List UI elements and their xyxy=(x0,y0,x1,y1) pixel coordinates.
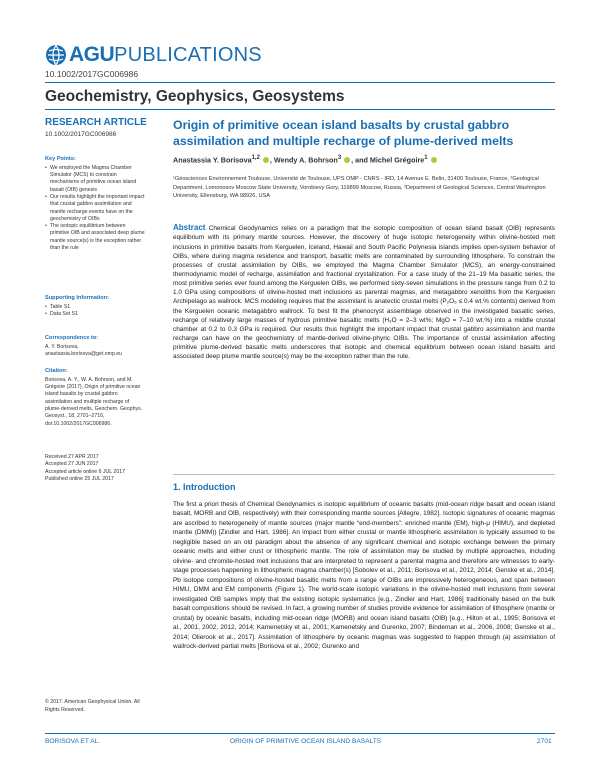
abstract-text: Chemical Geodynamics relies on a paradigm that the isotopic composition of ocean island basalt (OIB) represents equilibrium with its primary mantle sources. However, the discovery of huge isotopic heterogeneity within olivine-hosted melt inclusions in primitive basalts from Kerguelen, Iceland, Hawaii and South Pacific Polynesia islands implies open-system behavior of OIBs, where during magma residence and transport, basaltic melts are contaminated by surrounding lithosphere. To constrain the processes of crustal assimilation by OIBs, we employed the Magma Chamber Simulator (MCS), an energy-constrained thermodynamic model of recharge, assimilation and fractional crystallization. For a case study of the 21–19 Ma basaltic series, the most primitive series ever found among the Kerguelen OIBs, we performed sixty-seven simulations in the pressure range from 0.2 to 1.0 GPa using compositions of olivine-hosted melt inclusions as parental magmas, and metagabbro xenoliths from the Kerguelen Archipelago as wallrock. MCS modeling requires that the assimilant is anatectic crustal melts (P₂O₅ ≤ 0.4 wt.% contents) derived from the Kerguelen oceanic metagabbro wallrock. To best fit the phenocryst assemblage observed in the investigated basaltic series, recharge of relatively large masses of hydrous primitive basaltic melts (H₂O = 2–3 wt%; MgO = 7–10 wt.%) into a middle crustal chamber at 0.2 to 0.3 GPa is required. Our results thus highlight the important impact that crustal gabbro assimilation and mantle recharge can have on the geochemistry of mantle-derived olivine-phyric OIBs. The importance of crustal assimilation affecting primitive plume-derived basaltic melts underscores that isotopic and chemical equilibrium between ocean island basalts and associated deep plume mantle source(s) may be the exception rather than the rule. xyxy=(173,225,555,361)
author-list: Anastassia Y. Borisova$^{1,2}$ , Wendy A. Bohrson$^3$ , and Michel Grégoire$^1$ xyxy=(173,155,553,164)
citation xyxy=(45,368,145,428)
author-affiliation-sup: 1 xyxy=(424,155,428,161)
logo-publications-text: PUBLICATIONS xyxy=(114,43,262,66)
author-affiliation-sup: 3 xyxy=(337,155,342,161)
correspondence-email[interactable]: anastassia.borisova@get.omp.eu xyxy=(45,351,123,358)
page-number: 2701 xyxy=(537,738,552,745)
article-type: RESEARCH ARTICLE xyxy=(45,117,147,128)
orcid-icon[interactable] xyxy=(263,157,269,163)
author-name: Anastassia Y. Borisova xyxy=(173,155,252,165)
correspondence-heading: Correspondence to: xyxy=(45,335,99,341)
citation-heading: Citation: xyxy=(45,368,68,374)
footer-authors: BORISOVA ET AL. xyxy=(45,738,101,745)
article-dates xyxy=(45,454,145,483)
supporting-item[interactable]: • Data Set S1 xyxy=(50,311,145,318)
key-point-item: • Our results highlight the important impact that crustal gabbro assimilation and mantle recharge events have on the geochemistry of OIBs xyxy=(50,194,145,223)
journal-name: Geochemistry, Geophysics, Geosystems xyxy=(45,88,345,105)
author-name: and Michel Grégoire xyxy=(355,155,425,165)
journal-doi: 10.1002/2017GC006986 xyxy=(45,69,139,79)
copyright: © 2017. American Geophysical Union. All Rights Reserved. xyxy=(45,699,140,713)
orcid-icon[interactable] xyxy=(344,157,350,163)
supporting-information xyxy=(45,295,145,318)
citation-text: Borisova, A. Y., W. A. Bohrson, and M. Grégoire (2017), Origin of primitive ocean island basalts by crustal gabbro assimilation and multiple recharge of plume-derived melts, Geochem. Geophys. Geosyst., 18, 2701–2716, doi:10.1002/2017GC006986. xyxy=(45,376,143,427)
intro-text: The first a priori thesis of Chemical Geodynamics is isotopic equilibrium of oceanic basalts (mid-ocean ridge basalt and ocean island basalt, MORB and OIB, respectively) with their corresponding mantle sources [Allegre, 1982]. Isotopic signatures of oceanic magmas are ascribed to heterogeneity of mantle sources (major mantle “end-members”: enriched mantle (EM), high-μ (HIMU), and depleted mantle (DMM)) [Zindler and Hart, 1986]. An impact from either crustal or mantle lithospheric assimilation is typically assumed to be negligible based on an old paradigm about the absence of any significant chemical and isotopic exchange between the primary oceanic melts and either crust or lithospheric mantle. The role of assimilation may be studied by multiple approaches, including olivine- and chromite-hosted melt inclusions that are interpreted to represent a parental magma and therefore are witnesses to early-stage processes happening in lithospheric magma chamber(s) [Sobolev et al., 2011; Borisova et al., 2012, 2014; Genske et al., 2014]. Pb isotope compositions of olivine-hosted basaltic melts from a range of OIBs are impressively heterogeneous, and span between HIMU, DMM and EM components (Figure 1). The world-scale isotopic variations in the olivine-hosted melt inclusions from several investigated OIB samples imply that the existing isotopic systematics [e.g., Zindler and Hart, 1986] traditionally based on the bulk basalt compositions should be revised. In fact, a growing number of studies provide evidence for assimilation of lithosphere (mantle or crustal) by oceanic basalts, including mid-ocean ridge (MORB) and ocean island basalts (OIB) [e.g., Hilton et al., 1995; Borisova et al., 2001, 2002, 2012, 2014; Kamenetsky et al., 2001; Kamenetsky and Gurenko, 2007; Bindeman et al., 2006, 2008; Genske et al., 2014; Olierook et al., 2017]. Assimilation of lithosphere by oceanic magmas was suggested to happen through (a) assimilation of wallrock-derived partial melts [Borisova et al., 2002; Gurenko and xyxy=(173,501,555,651)
date-accepted: Accepted 27 JUN 2017 xyxy=(45,461,99,468)
author-affiliation-sup: 1,2 xyxy=(251,155,260,161)
orcid-icon[interactable] xyxy=(431,157,437,163)
abstract-label: Abstract xyxy=(173,223,206,232)
globe-icon xyxy=(45,44,67,66)
affiliations: ¹Géosciences Environnement Toulouse, Université de Toulouse, UPS OMP - CNRS - IRD, 14 Avenue E. Belin, 31400 Toulouse, France, ²Geological Department, Lomonosov Moscow State University, Vorobievy Gory, 119899 Moscow, Russia, ³Department of Geological Sciences, Central Washington University, Ellensburg, WA 98926, USA xyxy=(173,176,546,200)
supporting-heading: Supporting Information: xyxy=(45,295,110,301)
agu-logo xyxy=(45,43,262,67)
article-title: Origin of primitive ocean island basalts by crustal gabbro assimilation and multiple recharge of plume-derived melts xyxy=(173,118,514,148)
date-received: Received 27 APR 2017 xyxy=(45,454,99,460)
key-points xyxy=(45,156,145,252)
correspondence xyxy=(45,335,145,358)
key-point-item: • The isotopic equilibrium between primitive OIB and associated deep plume mantle source(s) is the exception rather than the rule xyxy=(50,223,145,252)
date-online: Accepted article online 6 JUL 2017 xyxy=(45,468,125,475)
key-points-heading: Key Points: xyxy=(45,156,76,162)
article-doi: 10.1002/2017GC006986 xyxy=(45,131,117,138)
footer-title: ORIGIN OF PRIMITIVE OCEAN ISLAND BASALTS xyxy=(230,738,382,745)
header-rule-bottom xyxy=(45,109,555,110)
correspondence-name: A. Y. Borisova, xyxy=(45,343,79,350)
abstract xyxy=(173,222,555,362)
header-rule-top xyxy=(45,82,555,83)
section-heading: 1. Introduction xyxy=(173,482,236,492)
key-point-item: • We employed the Magma Chamber Simulator (MCS) to constrain mechanisms of primitive ocean island basalt (OIB) genesis xyxy=(50,165,145,194)
logo-agu-text: AGU xyxy=(69,43,115,66)
author-name: Wendy A. Bohrson xyxy=(273,155,338,165)
date-published: Published online 25 JUL 2017 xyxy=(45,475,114,482)
supporting-item[interactable]: • Table S1 xyxy=(50,304,145,311)
section-divider xyxy=(173,474,555,475)
footer-rule xyxy=(45,733,555,734)
